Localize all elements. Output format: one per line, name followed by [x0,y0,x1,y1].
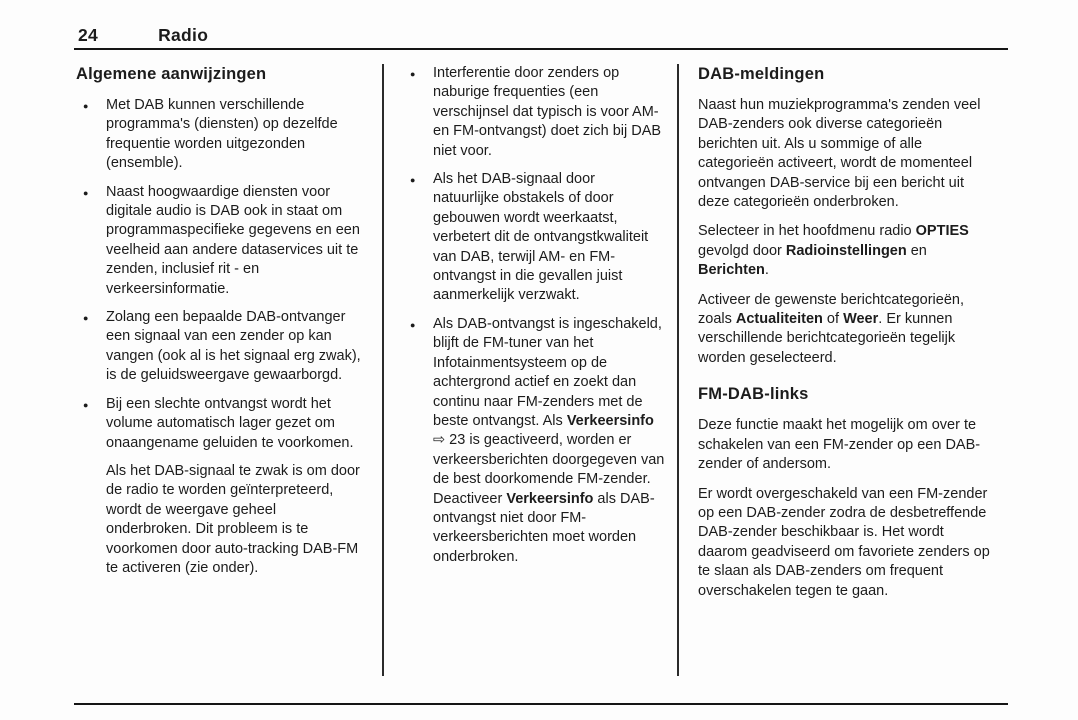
paragraph [698,291,990,369]
paragraph-segment: en [906,242,927,259]
paragraph-segment: . [764,262,769,279]
header-rule [74,48,1008,50]
paragraph-segment: als DAB-ontvangst niet door FM-verkeersberichten moet worden onderbroken. [433,490,655,565]
menu-item-actualiteiten: Actualiteiten [735,311,823,328]
bullet-text: Met DAB kunnen verschillende programma's (diensten) op dezelfde frequentie worden uitgezonden (ensemble). [106,97,338,172]
column-2 [403,64,665,676]
content-columns [76,64,1010,676]
menu-item-radioinstellingen: Radioinstellingen [785,242,907,259]
list-item [76,96,364,174]
menu-item-weer: Weer [843,311,879,328]
paragraph-segment: of [822,311,844,328]
paragraph: Deze functie maakt het mogelijk om over te schakelen van een FM-zender op een DAB-zender of andersom. [698,417,981,473]
paragraph: Bij een slechte ontvangst wordt het volume automatisch lager gezet om onaangename geluiden te voorkomen. [106,395,354,451]
page-header [78,25,208,46]
menu-item-verkeersinfo: Verkeersinfo [506,490,594,507]
bullet-text: Naast hoogwaardige diensten voor digitale audio is DAB ook in staat om programmaspecifieke gegevens en een veelheid aan andere dataservices uit te zenden, inclusief rit - en verkeersinformatie. [106,183,360,297]
bullet-list [76,96,364,578]
column-3 [698,64,990,676]
bullet-text: Zolang een bepaalde DAB-ontvanger een signaal van een zender op kan vangen (ook al is het signaal erg zwak), is de geluidsweergave gewaarborgd. [106,309,361,384]
bullet-text [106,395,364,579]
cross-reference-page: 23 [445,432,466,449]
list-item [403,64,665,161]
bullet-icon: ● [410,319,416,330]
section-heading-dab-meldingen: DAB-meldingen [698,65,825,83]
section-heading-fm-dab-links: FM-DAB-links [698,385,809,404]
bullet-icon: ● [83,101,89,111]
bullet-icon: ● [410,69,416,79]
bullet-icon: ● [83,187,89,198]
bullet-text: Interferentie door zenders op naburige frequenties (een verschijnsel dat typisch is voor AM- en FM-ontvangst) doet zich bij DAB niet voor. [433,65,662,159]
paragraph-segment: . Er kunnen verschillende berichtcategorieën tegelijk worden geselecteerd. [698,311,956,366]
cross-reference-arrow-icon: ⇨ [433,432,446,449]
bullet-icon: ● [83,313,89,324]
column-1 [76,64,372,676]
section-heading-algemene-aanwijzingen: Algemene aanwijzingen [76,65,267,83]
footer-rule [74,703,1008,705]
paragraph-segment: gevolgd door [698,242,786,259]
paragraph: Er wordt overgeschakeld van een FM-zender op een DAB-zender zodra de desbetreffende DAB-zender beschikbaar is. Het wordt daarom geadviseerd om favoriete zenders op te slaan als DAB-zenders om frequent overschakelen tegen te gaan. [698,485,990,599]
column-divider [382,64,384,676]
list-item [403,315,665,567]
paragraph: Als het DAB-signaal te zwak is om door de radio te worden geïnterpreteerd, wordt de weergave geheel onderbroken. Dit probleem is te voorkomen door auto-tracking DAB-FM te activeren (zie onder). [106,462,360,576]
paragraph: Naast hun muziekprogramma's zenden veel DAB-zenders ook diverse categorieën berichten uit. Als u sommige of alle categorieën activeert, wordt de momenteel ontvangen DAB-service bij een bericht uit deze categorieën onderbroken. [698,97,981,211]
bullet-list [403,64,665,567]
list-item [76,183,364,299]
bullet-text: Als het DAB-signaal door natuurlijke obstakels of door gebouwen wordt weerkaatst, verbetert dit de ontvangstkwaliteit van DAB, terwijl AM- en FM-ontvangst in die gevallen juist aanmerkelijk verzwakt. [433,171,649,304]
page-number: 24 [78,25,99,45]
bullet-icon: ● [83,399,89,410]
paragraph-segment: is geactiveerd, worden er verkeersberichten doorgegeven van de best doorkomende FM-zender. Deactiveer [433,432,665,507]
chapter-title: Radio [158,25,209,45]
paragraph [698,222,990,280]
menu-item-berichten: Berichten [698,262,765,279]
column-divider [677,64,679,676]
list-item [403,170,665,306]
bullet-text [433,315,665,567]
paragraph-segment: Selecteer in het hoofdmenu radio [698,223,916,240]
paragraph-segment: Activeer de gewenste berichtcategorieën, zoals [698,291,964,328]
bullet-icon: ● [410,175,416,186]
list-item [76,395,364,579]
menu-item-verkeersinfo: Verkeersinfo [566,412,654,429]
paragraph-segment: Als DAB-ontvangst is ingeschakeld, blijft de FM-tuner van het Infotainmentsysteem op de achtergrond actief en zoekt dan continu naar FM-zenders met de beste ontvangst. Als [433,315,662,429]
menu-item-opties: OPTIES [915,223,969,240]
list-item [76,308,364,386]
